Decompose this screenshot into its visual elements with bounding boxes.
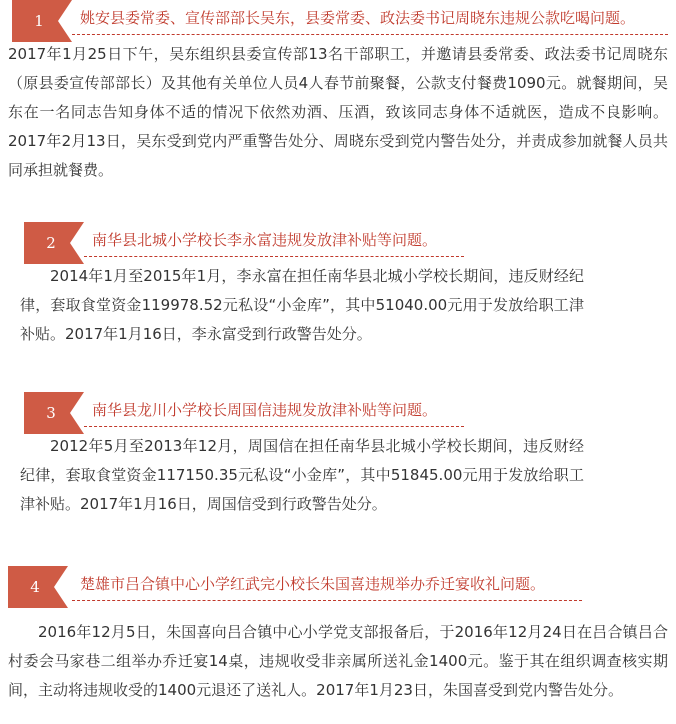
case-4 <box>0 566 676 699</box>
case-3-title: 南华县龙川小学校长周国信违规发放津补贴等问题。 <box>92 401 438 419</box>
case-3-body: 2012年5月至2013年12月，周国信在担任南华县北城小学校长期间，违反财经纪律，套取食堂资金117150.35元私设“小金库”，其中51845.00元用于发放给职工津补贴。2017年1月16日，周国信受到行政警告处分。 <box>20 437 584 513</box>
case-4-title-rule <box>72 600 582 601</box>
case-1-title-rule <box>72 34 668 35</box>
case-2-number: 2 <box>46 234 56 252</box>
case-1-body: 2017年1月25日下午，吴东组织县委宣传部13名干部职工，并邀请县委常委、政法委书记周晓东（原县委宣传部部长）及其他有关单位人员4人春节前聚餐，公款支付餐费1090元。就餐期间，吴东在一名同志告知身体不适的情况下依然劝酒、压酒，致该同志身体不适就医，造成不良影响。2017年2月13日，吴东受到党内严重警告处分、周晓东受到党内警告处分，并责成参加就餐人员共同承担就餐费。 <box>8 45 668 179</box>
case-3-header <box>0 392 676 434</box>
case-4-body: 2016年12月5日，朱国喜向吕合镇中心小学党支部报备后，于2016年12月24日在吕合镇吕合村委会马家巷二组举办乔迁宴14桌，违规收受非亲属所送礼金1400元。鉴于其在组织调查核实期间，主动将违规收受的1400元退还了送礼人。2017年1月23日，朱国喜受到党内警告处分。 <box>8 623 668 699</box>
case-4-title: 楚雄市吕合镇中心小学红武完小校长朱国喜违规举办乔迁宴收礼问题。 <box>80 575 546 593</box>
case-3-title-rule <box>84 426 464 427</box>
case-4-number: 4 <box>30 578 40 596</box>
case-3 <box>0 392 676 513</box>
case-1 <box>0 0 676 179</box>
case-1-number-badge <box>12 0 72 42</box>
case-1-header <box>0 0 676 42</box>
case-2 <box>0 222 676 343</box>
case-2-title-rule <box>84 256 464 257</box>
case-3-number: 3 <box>46 404 56 422</box>
case-2-number-badge <box>24 222 84 264</box>
case-1-title: 姚安县委常委、宣传部部长吴东，县委常委、政法委书记周晓东违规公款吃喝问题。 <box>80 9 636 27</box>
case-1-number: 1 <box>34 12 44 30</box>
case-4-header <box>0 566 676 608</box>
case-2-title: 南华县北城小学校长李永富违规发放津补贴等问题。 <box>92 231 438 249</box>
case-2-body: 2014年1月至2015年1月，李永富在担任南华县北城小学校长期间，违反财经纪律，套取食堂资金119978.52元私设“小金库”，其中51040.00元用于发放给职工津补贴。2017年1月16日，李永富受到行政警告处分。 <box>20 267 584 343</box>
case-2-header <box>0 222 676 264</box>
case-3-number-badge <box>24 392 84 434</box>
case-4-number-badge <box>8 566 68 608</box>
